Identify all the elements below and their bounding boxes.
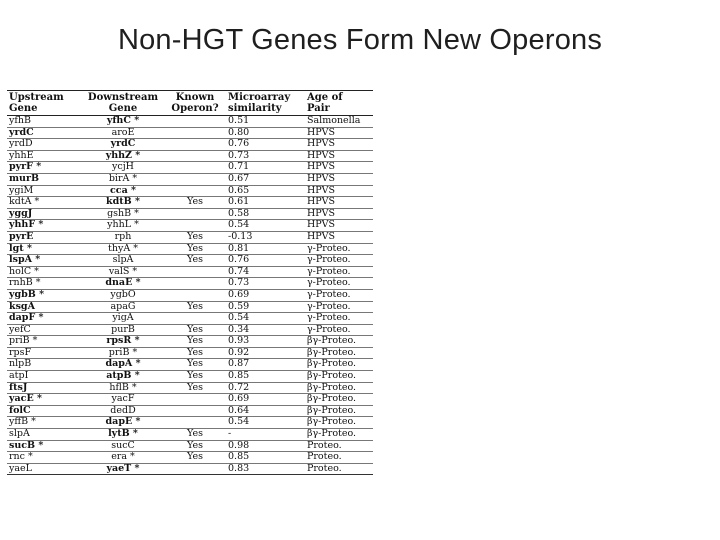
downstream-gene-cell: rpsR * [82,336,164,348]
microarray-similarity-cell: 0.73 [226,278,305,290]
microarray-similarity-cell: 0.85 [226,452,305,464]
known-operon-cell [164,313,226,325]
upstream-gene-cell: yaeL [7,463,82,475]
upstream-gene-cell: lgt * [7,243,82,255]
known-operon-cell [164,417,226,429]
microarray-similarity-cell: 0.93 [226,336,305,348]
age-of-pair-cell: βγ-Proteo. [305,359,373,371]
downstream-gene-cell: ycjH [82,162,164,174]
age-of-pair-cell: Salmonella [305,116,373,128]
downstream-gene-cell: yrdC [82,139,164,151]
upstream-gene-cell: yffB * [7,417,82,429]
age-of-pair-cell: γ-Proteo. [305,289,373,301]
known-operon-cell [164,116,226,128]
downstream-gene-cell: slpA [82,255,164,267]
downstream-gene-cell: yaeT * [82,463,164,475]
downstream-gene-cell: yfhC * [82,116,164,128]
upstream-gene-cell: yggJ [7,208,82,220]
microarray-similarity-cell: 0.83 [226,463,305,475]
operon-table-container [7,90,373,475]
table-row [7,255,373,267]
age-of-pair-cell: HPVS [305,173,373,185]
upstream-gene-cell: rpsF [7,347,82,359]
table-row [7,243,373,255]
table-row [7,139,373,151]
table-row [7,208,373,220]
microarray-similarity-cell: 0.54 [226,313,305,325]
microarray-similarity-cell: 0.51 [226,116,305,128]
microarray-similarity-cell: 0.76 [226,139,305,151]
upstream-gene-cell: murB [7,173,82,185]
known-operon-cell: Yes [164,301,226,313]
upstream-gene-cell: dapF * [7,313,82,325]
age-of-pair-cell: βγ-Proteo. [305,336,373,348]
known-operon-cell [164,185,226,197]
table-row [7,127,373,139]
downstream-gene-cell: yhhL * [82,220,164,232]
age-of-pair-cell: βγ-Proteo. [305,371,373,383]
upstream-gene-cell: yhhF * [7,220,82,232]
upstream-gene-cell: rnc * [7,452,82,464]
table-row [7,173,373,185]
known-operon-cell: Yes [164,231,226,243]
upstream-gene-cell: yhhE [7,150,82,162]
table-row [7,371,373,383]
downstream-gene-cell: lytB * [82,429,164,441]
downstream-gene-cell: dnaE * [82,278,164,290]
known-operon-cell [164,139,226,151]
table-row [7,382,373,394]
known-operon-cell [164,127,226,139]
downstream-gene-cell: yigA [82,313,164,325]
upstream-gene-cell: ygbB * [7,289,82,301]
microarray-similarity-cell: - [226,429,305,441]
upstream-gene-cell: ksgA [7,301,82,313]
table-row [7,116,373,128]
age-of-pair-cell: βγ-Proteo. [305,429,373,441]
table-row [7,266,373,278]
upstream-gene-cell: yfhB [7,116,82,128]
known-operon-cell [164,405,226,417]
table-header-row [7,91,373,116]
header-downstream-gene: Downstream Gene [82,91,164,116]
header-known-operon: Known Operon? [164,91,226,116]
downstream-gene-cell: valS * [82,266,164,278]
known-operon-cell: Yes [164,452,226,464]
age-of-pair-cell: γ-Proteo. [305,266,373,278]
table-body [7,116,373,475]
microarray-similarity-cell: 0.71 [226,162,305,174]
upstream-gene-cell: folC [7,405,82,417]
age-of-pair-cell: Proteo. [305,463,373,475]
table-row [7,150,373,162]
age-of-pair-cell: HPVS [305,162,373,174]
upstream-gene-cell: pyrE [7,231,82,243]
age-of-pair-cell: βγ-Proteo. [305,405,373,417]
slide-title: Non-HGT Genes Form New Operons [117,24,603,56]
age-of-pair-cell: γ-Proteo. [305,243,373,255]
microarray-similarity-cell: 0.65 [226,185,305,197]
microarray-similarity-cell: 0.67 [226,173,305,185]
known-operon-cell [164,394,226,406]
downstream-gene-cell: thyA * [82,243,164,255]
microarray-similarity-cell: 0.54 [226,220,305,232]
microarray-similarity-cell: 0.92 [226,347,305,359]
known-operon-cell [164,150,226,162]
microarray-similarity-cell: 0.58 [226,208,305,220]
header-microarray-similarity: Microarray similarity [226,91,305,116]
age-of-pair-cell: HPVS [305,197,373,209]
table-row [7,278,373,290]
age-of-pair-cell: HPVS [305,127,373,139]
operon-table [7,90,373,475]
table-row [7,405,373,417]
microarray-similarity-cell: 0.80 [226,127,305,139]
upstream-gene-cell: yrdD [7,139,82,151]
known-operon-cell: Yes [164,336,226,348]
upstream-gene-cell: yefC [7,324,82,336]
known-operon-cell [164,463,226,475]
table-row [7,452,373,464]
table-row [7,359,373,371]
header-age-of-pair: Age of Pair [305,91,373,116]
known-operon-cell [164,278,226,290]
known-operon-cell [164,289,226,301]
table-row [7,231,373,243]
downstream-gene-cell: gshB * [82,208,164,220]
table-row [7,429,373,441]
age-of-pair-cell: γ-Proteo. [305,301,373,313]
known-operon-cell: Yes [164,429,226,441]
known-operon-cell: Yes [164,359,226,371]
microarray-similarity-cell: 0.59 [226,301,305,313]
downstream-gene-cell: priB * [82,347,164,359]
known-operon-cell: Yes [164,243,226,255]
age-of-pair-cell: γ-Proteo. [305,313,373,325]
age-of-pair-cell: HPVS [305,220,373,232]
age-of-pair-cell: γ-Proteo. [305,255,373,267]
upstream-gene-cell: holC * [7,266,82,278]
downstream-gene-cell: atpB * [82,371,164,383]
upstream-gene-cell: yacE * [7,394,82,406]
age-of-pair-cell: γ-Proteo. [305,324,373,336]
header-upstream-gene: Upstream Gene [7,91,82,116]
known-operon-cell: Yes [164,347,226,359]
table-row [7,324,373,336]
known-operon-cell: Yes [164,440,226,452]
downstream-gene-cell: sucC [82,440,164,452]
age-of-pair-cell: Proteo. [305,440,373,452]
microarray-similarity-cell: 0.98 [226,440,305,452]
downstream-gene-cell: cca * [82,185,164,197]
microarray-similarity-cell: 0.34 [226,324,305,336]
microarray-similarity-cell: 0.87 [226,359,305,371]
table-row [7,347,373,359]
known-operon-cell [164,173,226,185]
known-operon-cell: Yes [164,324,226,336]
upstream-gene-cell: priB * [7,336,82,348]
known-operon-cell [164,208,226,220]
upstream-gene-cell: atpI [7,371,82,383]
age-of-pair-cell: γ-Proteo. [305,278,373,290]
known-operon-cell: Yes [164,255,226,267]
known-operon-cell [164,266,226,278]
downstream-gene-cell: kdtB * [82,197,164,209]
upstream-gene-cell: lspA * [7,255,82,267]
known-operon-cell: Yes [164,197,226,209]
age-of-pair-cell: HPVS [305,231,373,243]
age-of-pair-cell: HPVS [305,208,373,220]
downstream-gene-cell: aroE [82,127,164,139]
downstream-gene-cell: yacF [82,394,164,406]
downstream-gene-cell: hflB * [82,382,164,394]
downstream-gene-cell: birA * [82,173,164,185]
microarray-similarity-cell: 0.85 [226,371,305,383]
microarray-similarity-cell: 0.54 [226,417,305,429]
downstream-gene-cell: ygbO [82,289,164,301]
downstream-gene-cell: era * [82,452,164,464]
table-row [7,463,373,475]
table-row [7,394,373,406]
age-of-pair-cell: βγ-Proteo. [305,382,373,394]
downstream-gene-cell: yhhZ * [82,150,164,162]
upstream-gene-cell: slpA [7,429,82,441]
known-operon-cell [164,220,226,232]
known-operon-cell: Yes [164,371,226,383]
table-row [7,440,373,452]
microarray-similarity-cell: 0.73 [226,150,305,162]
downstream-gene-cell: purB [82,324,164,336]
microarray-similarity-cell: -0.13 [226,231,305,243]
known-operon-cell: Yes [164,382,226,394]
microarray-similarity-cell: 0.61 [226,197,305,209]
microarray-similarity-cell: 0.64 [226,405,305,417]
upstream-gene-cell: ygiM [7,185,82,197]
table-row [7,336,373,348]
microarray-similarity-cell: 0.74 [226,266,305,278]
microarray-similarity-cell: 0.76 [226,255,305,267]
age-of-pair-cell: HPVS [305,185,373,197]
upstream-gene-cell: pyrF * [7,162,82,174]
age-of-pair-cell: βγ-Proteo. [305,394,373,406]
table-row [7,301,373,313]
microarray-similarity-cell: 0.81 [226,243,305,255]
microarray-similarity-cell: 0.69 [226,394,305,406]
downstream-gene-cell: dedD [82,405,164,417]
table-row [7,162,373,174]
table-row [7,417,373,429]
upstream-gene-cell: rnhB * [7,278,82,290]
table-row [7,220,373,232]
upstream-gene-cell: ftsJ [7,382,82,394]
age-of-pair-cell: HPVS [305,150,373,162]
table-row [7,313,373,325]
upstream-gene-cell: sucB * [7,440,82,452]
microarray-similarity-cell: 0.69 [226,289,305,301]
downstream-gene-cell: dapA * [82,359,164,371]
downstream-gene-cell: dapE * [82,417,164,429]
age-of-pair-cell: βγ-Proteo. [305,347,373,359]
table-row [7,197,373,209]
upstream-gene-cell: kdtA * [7,197,82,209]
known-operon-cell [164,162,226,174]
table-row [7,289,373,301]
downstream-gene-cell: rph [82,231,164,243]
age-of-pair-cell: Proteo. [305,452,373,464]
table-row [7,185,373,197]
upstream-gene-cell: yrdC [7,127,82,139]
age-of-pair-cell: βγ-Proteo. [305,417,373,429]
microarray-similarity-cell: 0.72 [226,382,305,394]
upstream-gene-cell: nlpB [7,359,82,371]
age-of-pair-cell: HPVS [305,139,373,151]
downstream-gene-cell: apaG [82,301,164,313]
